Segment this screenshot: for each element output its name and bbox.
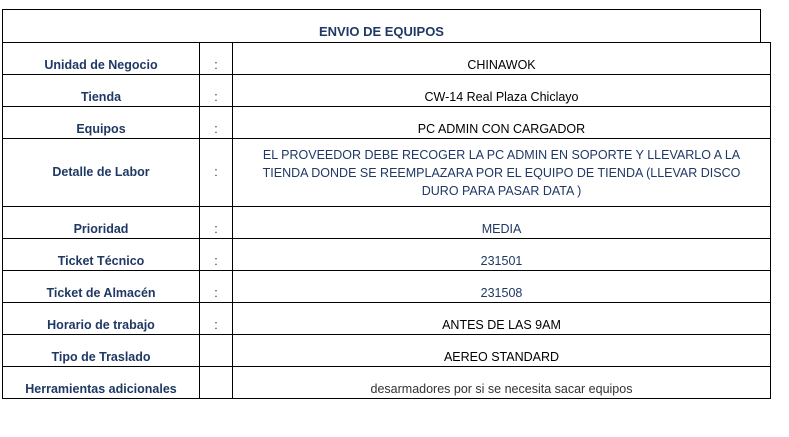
label-herramientas-adicionales: Herramientas adicionales (3, 367, 200, 399)
value-ticket-de-almacen[interactable]: 231508 (233, 271, 771, 303)
value-equipos[interactable]: PC ADMIN CON CARGADOR (233, 107, 771, 139)
value-unidad-de-negocio[interactable]: CHINAWOK (233, 43, 771, 75)
separator-colon: : (200, 107, 233, 139)
row-prioridad (3, 207, 771, 239)
separator-colon: : (200, 207, 233, 239)
form-table (2, 42, 771, 399)
row-tipo-de-traslado (3, 335, 771, 367)
row-horario-de-trabajo (3, 303, 771, 335)
row-unidad-de-negocio (3, 43, 771, 75)
separator-colon: : (200, 43, 233, 75)
label-tipo-de-traslado: Tipo de Traslado (3, 335, 200, 367)
label-ticket-tecnico: Ticket Técnico (3, 239, 200, 271)
value-horario-de-trabajo[interactable]: ANTES DE LAS 9AM (233, 303, 771, 335)
separator-empty (200, 335, 233, 367)
separator-colon: : (200, 139, 233, 207)
row-ticket-tecnico (3, 239, 771, 271)
label-unidad-de-negocio: Unidad de Negocio (3, 43, 200, 75)
separator-empty (200, 367, 233, 399)
separator-colon: : (200, 303, 233, 335)
row-detalle-de-labor (3, 139, 771, 207)
form-title-cell (2, 9, 761, 42)
value-tipo-de-traslado[interactable]: AEREO STANDARD (233, 335, 771, 367)
label-detalle-de-labor: Detalle de Labor (3, 139, 200, 207)
separator-colon: : (200, 239, 233, 271)
value-detalle-de-labor[interactable]: EL PROVEEDOR DEBE RECOGER LA PC ADMIN EN SOPORTE Y LLEVARLO A LA TIENDA DONDE SE REEMPLAZARA POR EL EQUIPO DE TIENDA (LLEVAR DISCO DURO PARA PASAR DATA ) (233, 139, 771, 207)
label-prioridad: Prioridad (3, 207, 200, 239)
row-ticket-de-almacen (3, 271, 771, 303)
row-tienda (3, 75, 771, 107)
value-prioridad[interactable]: MEDIA (233, 207, 771, 239)
label-ticket-de-almacen: Ticket de Almacén (3, 271, 200, 303)
separator-colon: : (200, 75, 233, 107)
form-title: ENVIO DE EQUIPOS (319, 24, 444, 39)
label-equipos: Equipos (3, 107, 200, 139)
value-tienda[interactable]: CW-14 Real Plaza Chiclayo (233, 75, 771, 107)
label-tienda: Tienda (3, 75, 200, 107)
separator-colon: : (200, 271, 233, 303)
row-herramientas-adicionales (3, 367, 771, 399)
value-ticket-tecnico[interactable]: 231501 (233, 239, 771, 271)
label-horario-de-trabajo: Horario de trabajo (3, 303, 200, 335)
value-herramientas-adicionales[interactable]: desarmadores por si se necesita sacar equipos (233, 367, 771, 399)
row-equipos (3, 107, 771, 139)
